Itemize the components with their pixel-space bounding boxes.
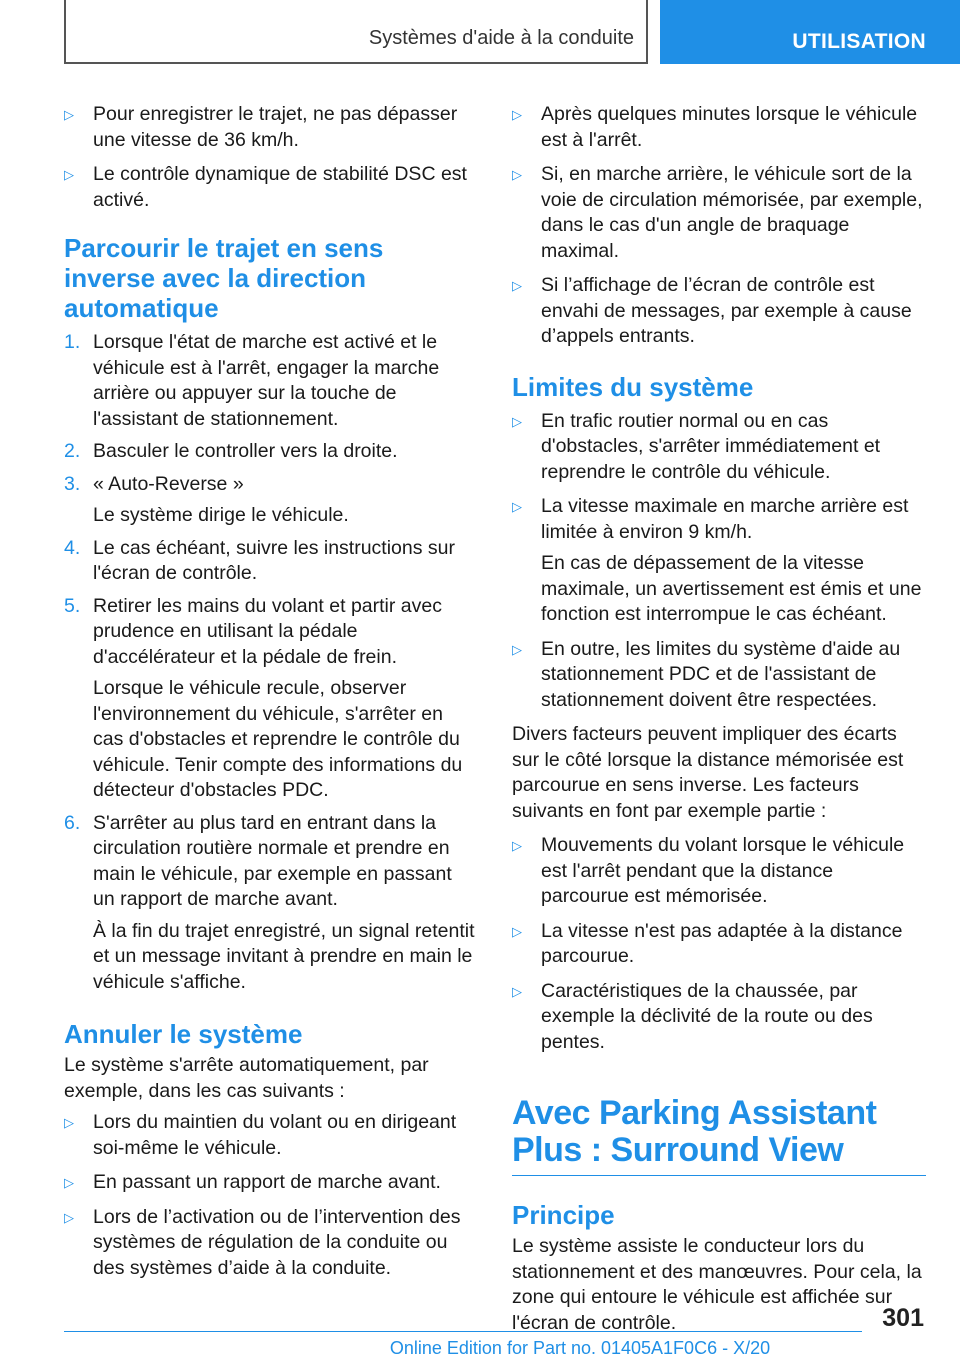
step-item: 5. Retirer les mains du volant et partir avec prudence en utilisant la pédale d'accélérateur et la pédale de frein. Lorsque le véhicule recule, observer l'environnement du véhicule, s'arrêter en cas d'obstacles et reprendre le contrôle du véhicule. Tenir compte des informations du détecteur d'obstacles PDC. (64, 594, 463, 801)
chapter-heading: Avec Parking Assistant Plus : Surround View (512, 1094, 877, 1169)
chapter-tab[interactable]: UTILISATION (660, 0, 960, 64)
triangle-bullet-icon: ▷ (512, 499, 522, 514)
cancel-heading: Annuler le système (64, 1019, 303, 1049)
cancel-bullet-list (64, 1110, 478, 1281)
triangle-bullet-icon: ▷ (512, 641, 522, 657)
cancel-intro: Le système s'arrête automatiquement, par exemple, dans les cas suivants : (64, 1054, 429, 1102)
triangle-bullet-icon: ▷ (64, 1175, 74, 1190)
triangle-bullet-icon: ▷ (512, 413, 522, 429)
step-item: 6. S'arrêter au plus tard en entrant dans la circulation routière normale et prendre en main le véhicule, par exemple en passant un rapport de marche avant. À la fin du trajet enregistré, un signal retentit et un message invitant à prendre en main le véhicule s'affiche. (64, 811, 475, 993)
triangle-bullet-icon: ▷ (64, 167, 74, 182)
cancel-bullet-list-continued (512, 102, 926, 350)
footer-divider (64, 1331, 862, 1332)
left-column (64, 102, 478, 1290)
list-item: ▷ En passant un rapport de marche avant. (64, 1170, 478, 1196)
step-item: 4. Le cas échéant, suivre les instructions sur l'écran de contrôle. (64, 536, 456, 584)
step-item: 2. Basculer le controller vers la droite. (64, 440, 398, 462)
limits-bullet-list (512, 409, 926, 714)
list-item: ▷ Pour enregistrer le trajet, ne pas dépasser une vitesse de 36 km/h. (64, 103, 458, 151)
factors-intro: Divers facteurs peuvent impliquer des écarts sur le côté lorsque la distance mémorisée est parcourue en sens inverse. Les facteurs suivants en font par exemple partie : (512, 723, 904, 822)
principle-text: Le système assiste le conducteur lors du stationnement et des manœuvres. Pour cela, la zone qui entoure le véhicule est affichée sur l'écran de contrôle. (512, 1235, 922, 1334)
triangle-bullet-icon: ▷ (512, 923, 522, 939)
triangle-bullet-icon: ▷ (512, 983, 522, 999)
right-column (512, 102, 926, 1342)
list-item: ▷ Lors de l’activation ou de l’intervention des systèmes de régulation de la conduite ou des systèmes d’aide à la conduite. (64, 1205, 461, 1279)
limits-heading: Limites du système (512, 371, 754, 402)
triangle-bullet-icon: ▷ (64, 1209, 74, 1225)
list-item: ▷ Caractéristiques de la chaussée, par exemple la déclivité de la route ou des pentes. (512, 979, 873, 1053)
list-item: ▷ En trafic routier normal ou en cas d'obstacles, s'arrêter immédiatement et reprendre le contrôle du véhicule. (512, 409, 881, 483)
principle-heading: Principe (512, 1200, 615, 1230)
list-item: ▷ Si, en marche arrière, le véhicule sort de la voie de circulation mémorisée, par exemple, dans le cas d'un angle de braquage maximal. (512, 163, 923, 262)
reverse-steps-list (64, 330, 478, 995)
list-item: ▷ En outre, les limites du système d'aide au stationnement PDC et de l'assistant de stationnement doivent être respectées. (512, 637, 901, 711)
list-item: ▷ Le contrôle dynamique de stabilité DSC est activé. (64, 163, 467, 211)
list-item: ▷ Après quelques minutes lorsque le véhicule est à l'arrêt. (512, 103, 918, 151)
triangle-bullet-icon: ▷ (64, 107, 74, 122)
triangle-bullet-icon: ▷ (512, 838, 522, 853)
list-item: ▷ Lors du maintien du volant ou en dirigeant soi-même le véhicule. (64, 1111, 457, 1159)
list-item: ▷ Mouvements du volant lorsque le véhicule est l'arrêt pendant que la distance parcourue est mémorisée. (512, 834, 905, 907)
list-item: ▷ Si l’affichage de l’écran de contrôle est envahi de messages, par exemple à cause d’appels entrants. (512, 274, 912, 347)
section-title: Systèmes d'aide à la conduite (368, 27, 634, 49)
step-item: 3. « Auto-Reverse » Le système dirige le véhicule. (64, 472, 349, 526)
triangle-bullet-icon: ▷ (512, 167, 522, 182)
page-number: 301 (882, 1304, 924, 1332)
factors-bullet-list (512, 833, 926, 1055)
intro-bullet-list (64, 102, 478, 213)
step-item: 1. Lorsque l'état de marche est activé et le véhicule est à l'arrêt, engager la marche arrière ou appuyer sur la touche de l'assistant de stationnement. (64, 331, 440, 430)
reverse-heading: Parcourir le trajet en sens inverse avec la direction automatique (64, 233, 384, 323)
chapter-heading-block (512, 1095, 926, 1176)
edition-footer: Online Edition for Part no. 01405A1F0C6 - X/20 (389, 1338, 771, 1358)
list-item: ▷ La vitesse n'est pas adaptée à la distance parcourue. (512, 919, 903, 967)
list-item: ▷ La vitesse maximale en marche arrière est limitée à environ 9 km/h. En cas de dépassement de la vitesse maximale, un avertissement est émis et une fonction est interrompue le cas échéant. (512, 495, 922, 625)
triangle-bullet-icon: ▷ (512, 107, 522, 122)
header-frame (64, 0, 648, 64)
triangle-bullet-icon: ▷ (512, 278, 522, 293)
triangle-bullet-icon: ▷ (64, 1115, 74, 1130)
